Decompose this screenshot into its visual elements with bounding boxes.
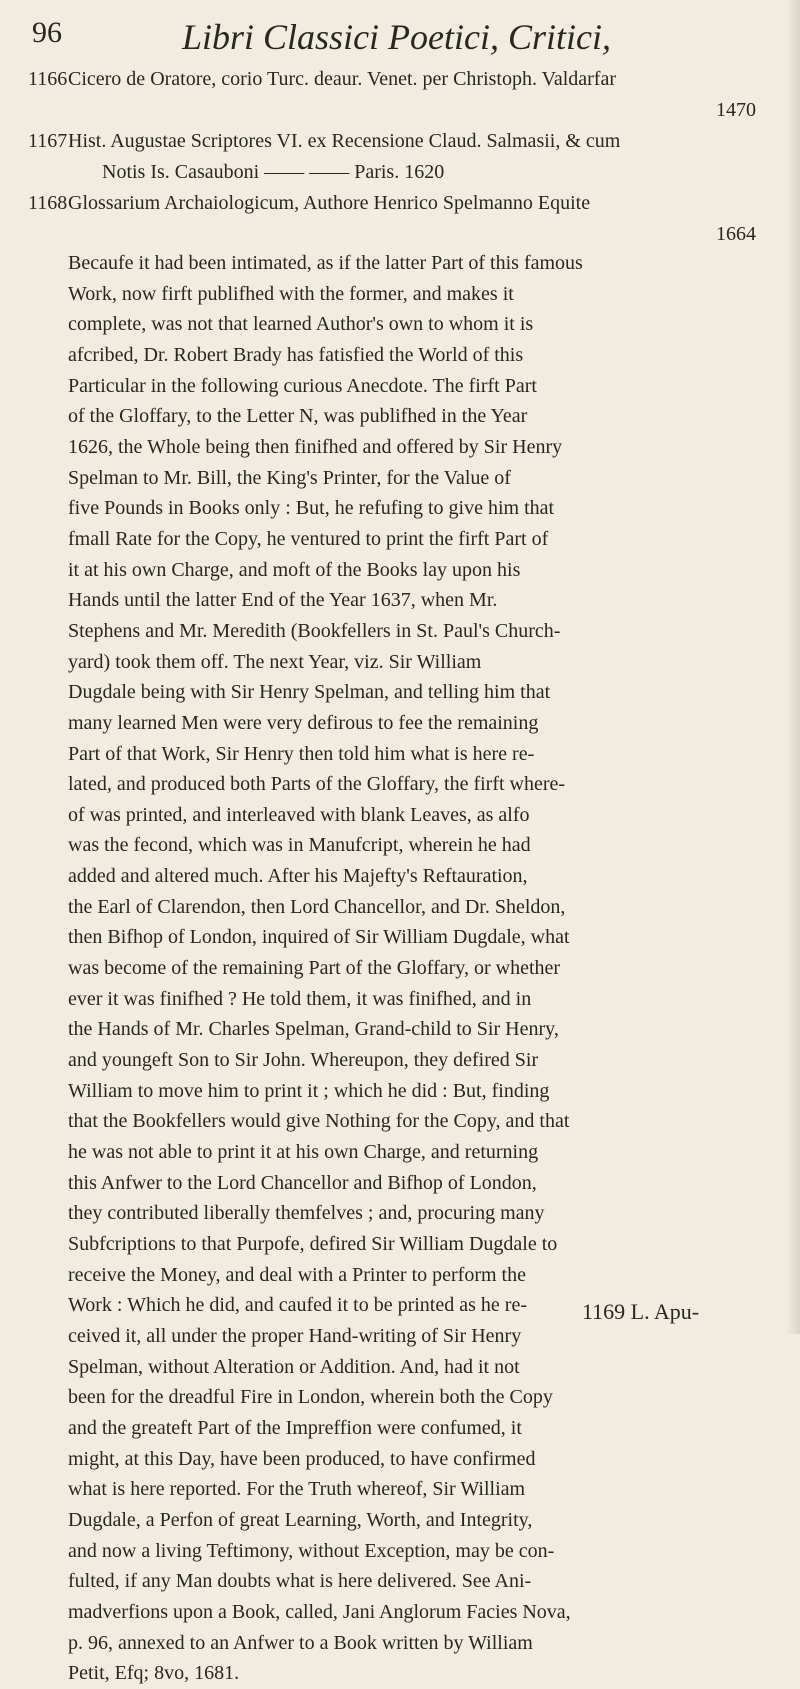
paragraph-line: they contributed liberally themfelves ; and, procuring many <box>68 1202 545 1225</box>
paragraph-line: of the Gloffary, to the Letter N, was publifhed in the Year <box>68 405 528 428</box>
paragraph-line: Dugdale being with Sir Henry Spelman, and telling him that <box>68 681 551 704</box>
entry-number: 1167 <box>28 130 68 152</box>
paragraph-line: Dugdale, a Perfon of great Learning, Worth, and Integrity, <box>68 1508 533 1531</box>
catalogue-entry <box>28 64 778 126</box>
entry-text-line: Hist. Augustae Scriptores VI. ex Recensione Claud. Salmasii, & cum <box>68 130 621 152</box>
paragraph-line: was the fecond, which was in Manufcript, wherein he had <box>68 834 531 857</box>
paragraph-line: William to move him to print it ; which he did : But, finding <box>68 1079 550 1102</box>
paragraph-line: and youngeft Son to Sir John. Whereupon, they defired Sir <box>68 1049 539 1072</box>
entry-year: 1664 <box>716 223 756 245</box>
paragraph-line: Hands until the latter End of the Year 1637, when Mr. <box>68 589 498 612</box>
annotation-paragraph <box>68 248 758 1689</box>
paragraph-line: many learned Men were very defirous to fee the remaining <box>68 711 539 734</box>
paragraph-line: ever it was finifhed ? He told them, it was finifhed, and in <box>68 987 532 1010</box>
entry-text-line: Glossarium Archaiologicum, Authore Henrico Spelmanno Equite <box>68 192 591 214</box>
entry-text-line: Notis Is. Casauboni —— —— Paris. 1620 <box>102 161 445 183</box>
paragraph-line: fulted, if any Man doubts what is here delivered. See Ani- <box>68 1570 532 1593</box>
paragraph-line: five Pounds in Books only : But, he refufing to give him that <box>68 497 555 520</box>
paragraph-line: Spelman to Mr. Bill, the King's Printer, for the Value of <box>68 466 511 489</box>
paragraph-line: Work, now firft publifhed with the former, and makes it <box>68 282 514 305</box>
paragraph-line: afcribed, Dr. Robert Brady has fatisfied the World of this <box>68 343 524 366</box>
page-number: 96 <box>32 16 62 49</box>
paragraph-line: might, at this Day, have been produced, to have confirmed <box>68 1447 536 1470</box>
paragraph-line: fmall Rate for the Copy, he ventured to print the firft Part of <box>68 527 549 550</box>
paragraph-line: it at his own Charge, and moft of the Books lay upon his <box>68 558 521 581</box>
paragraph-line: lated, and produced both Parts of the Gloffary, the firft where- <box>68 773 566 796</box>
paragraph-line: then Bifhop of London, inquired of Sir William Dugdale, what <box>68 926 570 949</box>
entry-number: 1168 <box>28 192 68 214</box>
paragraph-line: this Anfwer to the Lord Chancellor and Bifhop of London, <box>68 1171 537 1194</box>
catalogue-entry <box>28 126 778 188</box>
paragraph-line: Stephens and Mr. Meredith (Bookfellers in St. Paul's Church- <box>68 619 561 642</box>
entry-number: 1166 <box>28 68 68 90</box>
paragraph-line: p. 96, annexed to an Anfwer to a Book written by William <box>68 1631 533 1654</box>
paragraph-line: he was not able to print it at his own Charge, and returning <box>68 1141 539 1164</box>
paragraph-line: Particular in the following curious Anecdote. The firft Part <box>68 374 537 397</box>
paragraph-line: what is here reported. For the Truth whereof, Sir William <box>68 1478 526 1501</box>
entry-year: 1470 <box>716 99 756 121</box>
paragraph-line: the Earl of Clarendon, then Lord Chancellor, and Dr. Sheldon, <box>68 895 566 918</box>
page-edge-shadow <box>786 0 800 1334</box>
paragraph-line: of was printed, and interleaved with blank Leaves, as alfo <box>68 803 530 826</box>
paragraph-line: Subfcriptions to that Purpofe, defired Sir William Dugdale to <box>68 1233 558 1255</box>
paragraph-line: Becaufe it had been intimated, as if the latter Part of this famous <box>68 252 583 274</box>
entry-text-line: Cicero de Oratore, corio Turc. deaur. Venet. per Christoph. Valdarfar <box>68 68 616 90</box>
paragraph-line: receive the Money, and deal with a Printer to perform the <box>68 1263 526 1286</box>
catchword: 1169 L. Apu- <box>582 1299 700 1324</box>
paragraph-line: been for the dreadful Fire in London, wherein both the Copy <box>68 1386 553 1409</box>
paragraph-line: and the greateft Part of the Impreffion were confumed, it <box>68 1416 522 1439</box>
paragraph-line: complete, was not that learned Author's own to whom it is <box>68 313 534 336</box>
paragraph-line: Work : Which he did, and caufed it to be printed as he re- <box>68 1294 527 1317</box>
paragraph-line: Spelman, without Alteration or Addition. And, had it not <box>68 1355 520 1378</box>
paragraph-line: the Hands of Mr. Charles Spelman, Grand-child to Sir Henry, <box>68 1018 559 1041</box>
catalogue-entry <box>28 188 778 250</box>
paragraph-line: that the Bookfellers would give Nothing for the Copy, and that <box>68 1110 570 1133</box>
running-title: Libri Classici Poetici, Critici, <box>182 17 612 57</box>
page-header <box>32 16 772 62</box>
paragraph-line: Part of that Work, Sir Henry then told him what is here re- <box>68 742 535 765</box>
paragraph-line: yard) took them off. The next Year, viz. Sir William <box>68 650 482 673</box>
catalogue-entries <box>28 64 778 250</box>
paragraph-line: ceived it, all under the proper Hand-writing of Sir Henry <box>68 1324 522 1347</box>
paragraph-line: madverfions upon a Book, called, Jani Anglorum Facies Nova, <box>68 1600 571 1623</box>
paragraph-line: added and altered much. After his Majefty's Reftauration, <box>68 865 528 888</box>
paragraph-line: Petit, Efq; 8vo, 1681. <box>68 1662 240 1685</box>
paragraph-line: 1626, the Whole being then finifhed and offered by Sir Henry <box>68 435 563 458</box>
paragraph-line: and now a living Teftimony, without Exception, may be con- <box>68 1539 555 1562</box>
paragraph-line: was become of the remaining Part of the Gloffary, or whether <box>68 957 561 980</box>
